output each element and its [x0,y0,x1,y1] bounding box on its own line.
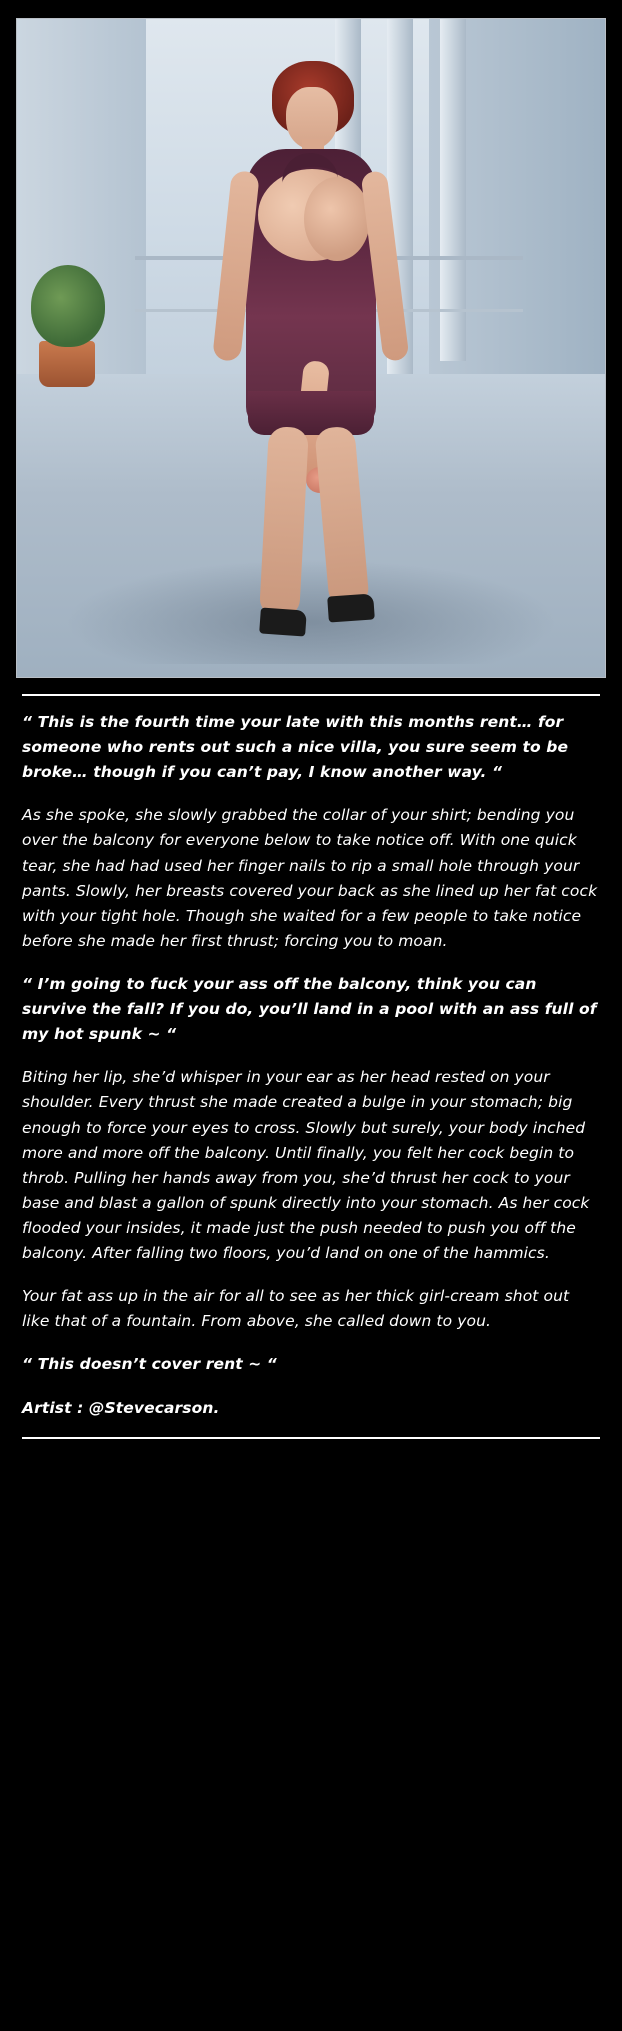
artist-credit: Artist : @Stevecarson. [22,1398,220,1417]
plant-leaves [31,265,105,347]
character-figure [186,61,436,661]
character-leg-left [259,426,309,618]
illustration-image [16,18,606,678]
top-divider [22,694,600,696]
story-paragraph-2: As she spoke, she slowly grabbed the collar of your shirt; bending you over the balcony for everyone below to take notice off. With one quick tear, she had had used her finger nails to rip a small hole through your pants. Slowly, her breasts covered your back as she lined up her fat cock with your tight hole. Though she waited for a few people to take notice before she made her first thrust; forcing you to moan. [22,806,598,950]
story-paragraph-4: Biting her lip, she’d whisper in your ear as her head rested on your shoulder. Every thrust she made created a bulge in your stomach; big enough to force your eyes to cross. Slowly but surely, your body inched more and more off the balcony. Until finally, you felt her cock begin to throb. Pulling her hands away from you, she’d thrust her cock to your base and blast a gallon of spunk directly into your stomach. As her cock flooded your insides, it made just the push needed to push you off the balcony. After falling two floors, you’d land on one of the hammics. [22,1068,590,1263]
character-leg-right [314,426,370,609]
bottom-divider [22,1437,600,1439]
character-shoe-left [259,607,307,636]
story-paragraph-1: “ This is the fourth time your late with this months rent… for someone who rents out such a nice villa, you sure seem to be broke… though if you can’t pay, I know another way. “ [22,713,569,782]
character-shoe-right [327,593,375,622]
plant-pot [39,341,95,387]
story-paragraph-3: “ I’m going to fuck your ass off the balcony, think you can survive the fall? If you do, you’ll land in a pool with an ass full of my hot spunk ~ “ [22,974,597,1044]
dress-hem [248,391,374,435]
story-paragraph-6: “ This doesn’t cover rent ~ “ [22,1355,277,1374]
story-paragraph-5: Your fat ass up in the air for all to see as her thick girl-cream shot out like that of a fountain. From above, she called down to you. [22,1287,570,1331]
